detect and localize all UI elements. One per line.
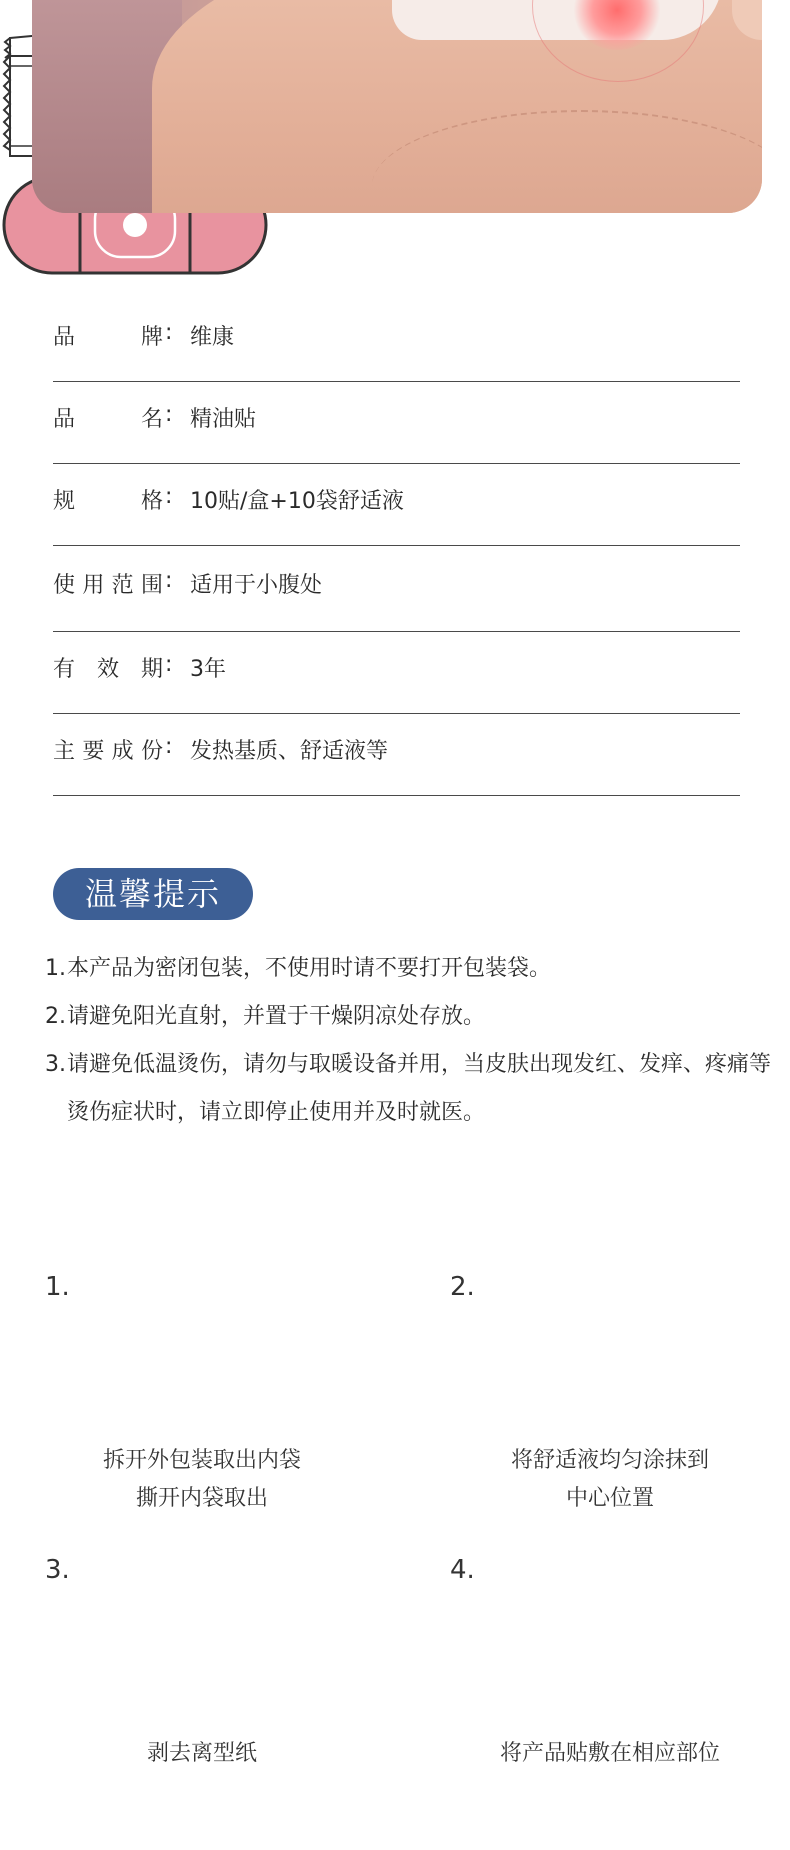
step-4-caption bbox=[460, 1735, 760, 1773]
step-1-caption-line2: 撕开内袋取出 bbox=[135, 1486, 268, 1511]
spec-value: 3年 bbox=[190, 657, 226, 682]
spec-table bbox=[53, 300, 740, 796]
step-3-caption bbox=[52, 1735, 352, 1773]
step-1-caption bbox=[52, 1442, 352, 1518]
tip-number: 2. bbox=[45, 1004, 66, 1029]
spec-value: 发热基质、舒适液等 bbox=[190, 739, 389, 764]
spec-colon: : bbox=[165, 652, 173, 677]
tip-item bbox=[45, 945, 775, 993]
tip-text: 本产品为密闭包装，不使用时请不要打开包装袋。 bbox=[67, 956, 552, 981]
step-3-number: 3. bbox=[45, 1555, 70, 1585]
spec-label: 有效期 bbox=[53, 657, 163, 682]
spec-row-ingredients bbox=[53, 714, 740, 796]
step-2-caption bbox=[460, 1442, 760, 1518]
step-1-number: 1. bbox=[45, 1272, 70, 1302]
spec-colon: : bbox=[165, 320, 173, 345]
tip-item bbox=[45, 1041, 775, 1137]
spec-row-name bbox=[53, 382, 740, 464]
spec-value: 10贴/盒+10袋舒适液 bbox=[190, 489, 404, 514]
spec-row-size bbox=[53, 464, 740, 546]
spec-colon: : bbox=[165, 402, 173, 427]
spec-value: 精油贴 bbox=[190, 407, 257, 432]
tips-title-badge: 温馨提示 bbox=[53, 868, 253, 920]
step-4-number: 4. bbox=[450, 1555, 475, 1585]
spec-colon: : bbox=[165, 734, 173, 759]
spec-label: 品名 bbox=[53, 407, 163, 432]
spec-row-brand bbox=[53, 300, 740, 382]
spec-label: 品牌 bbox=[53, 325, 163, 350]
tip-text: 请避免阳光直射，并置于干燥阴凉处存放。 bbox=[67, 1004, 486, 1029]
tip-number: 1. bbox=[45, 956, 66, 981]
spec-row-expiry bbox=[53, 632, 740, 714]
spec-row-scope bbox=[53, 546, 740, 632]
tip-number: 3. bbox=[45, 1052, 66, 1077]
spec-value: 适用于小腹处 bbox=[190, 573, 323, 598]
spec-label: 规格 bbox=[53, 489, 163, 514]
tip-text: 请避免低温烫伤，请勿与取暖设备并用，当皮肤出现发红、发痒、疼痛等烫伤症状时，请立即停止使用并及时就医。 bbox=[67, 1052, 772, 1125]
spec-value: 维康 bbox=[190, 325, 235, 350]
step-1-caption-line1: 拆开外包装取出内袋 bbox=[102, 1448, 301, 1473]
product-photo bbox=[32, 0, 762, 213]
step-4-caption-line1: 将产品贴敷在相应部位 bbox=[499, 1741, 720, 1766]
spec-label: 主要成份 bbox=[53, 739, 163, 764]
step-2-number: 2. bbox=[450, 1272, 475, 1302]
tips-list bbox=[45, 945, 775, 1137]
tip-item bbox=[45, 993, 775, 1041]
step-2-caption-line2: 中心位置 bbox=[565, 1486, 654, 1511]
spec-colon: : bbox=[165, 484, 173, 509]
step-2-caption-line1: 将舒适液均匀涂抹到 bbox=[510, 1448, 709, 1473]
spec-colon: : bbox=[165, 568, 173, 593]
spec-label: 使用范围 bbox=[53, 573, 163, 598]
step-3-caption-line1: 剥去离型纸 bbox=[146, 1741, 257, 1766]
